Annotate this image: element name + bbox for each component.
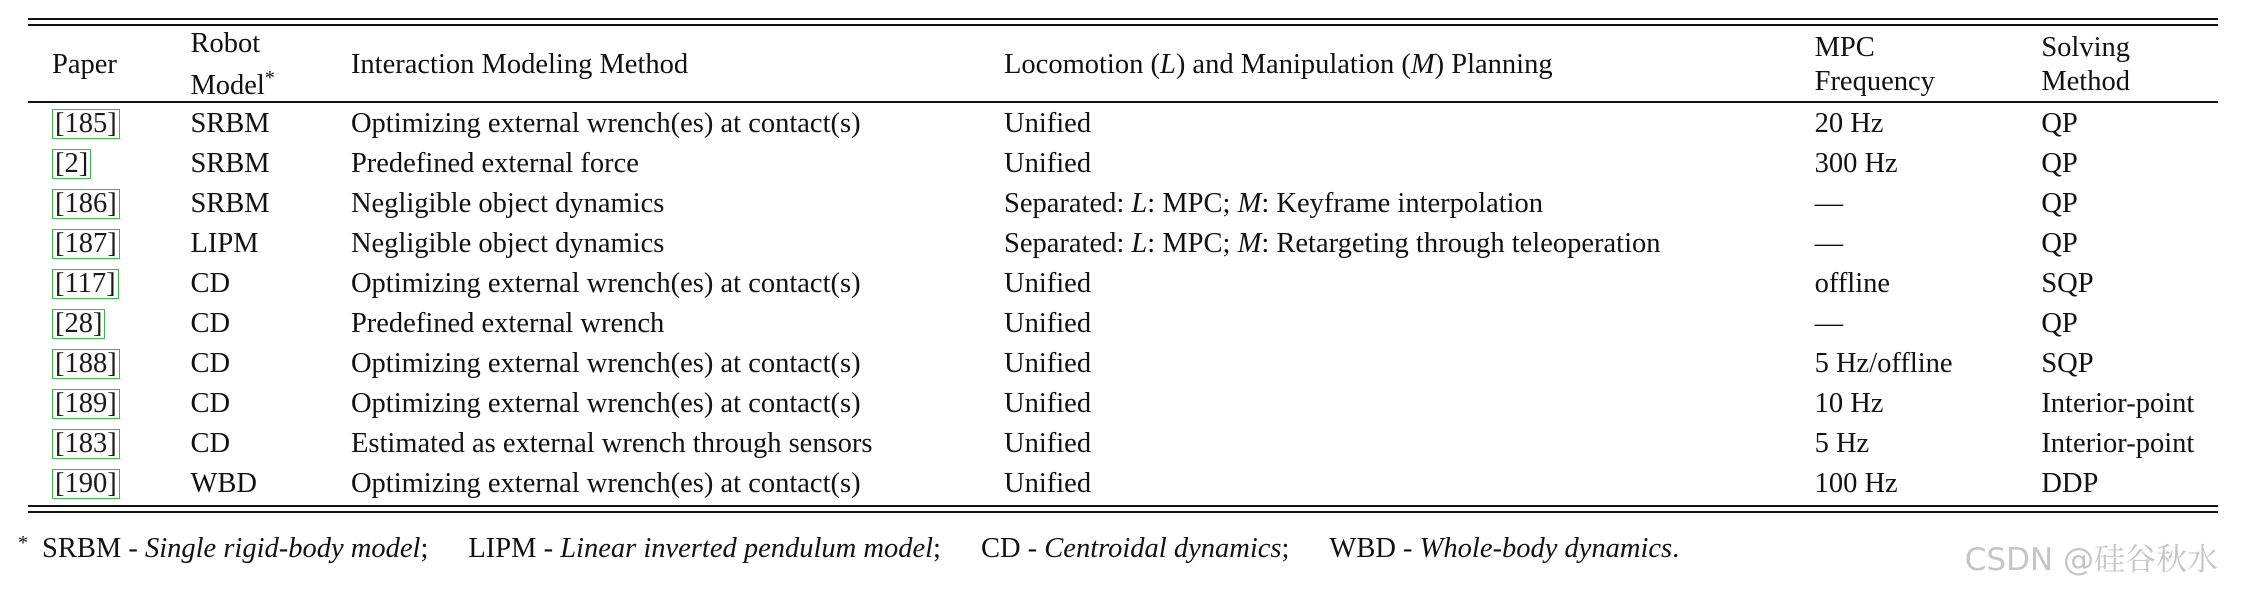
cell-interaction: Optimizing external wrench(es) at contact(s) bbox=[350, 388, 861, 419]
cell-robot-model: SRBM bbox=[190, 108, 270, 139]
cell-paper bbox=[28, 224, 166, 264]
cell-planning: Unified bbox=[1004, 308, 1092, 339]
footnote-end: ; bbox=[933, 533, 941, 564]
cell-mpc-frequency: 5 Hz bbox=[1814, 428, 1870, 459]
table-row bbox=[28, 304, 2218, 344]
planning-part: : MPC; bbox=[1147, 188, 1238, 219]
footnote-full: Whole-body dynamics bbox=[1419, 533, 1673, 564]
table-row bbox=[28, 464, 2218, 504]
cell-robot-model: SRBM bbox=[190, 188, 270, 219]
header-planning: Locomotion (L) and Manipulation (M) Planning bbox=[1004, 49, 1553, 80]
top-rule bbox=[28, 18, 2218, 20]
cell-robot-model: CD bbox=[190, 388, 231, 419]
footnote-end: . bbox=[1672, 533, 1680, 564]
cell-planning: Unified bbox=[1004, 468, 1092, 499]
header-mpc-frequency: MPC Frequency bbox=[1814, 32, 1935, 97]
footnote-full: Centroidal dynamics bbox=[1044, 533, 1282, 564]
footnote-abbr: CD bbox=[980, 533, 1021, 564]
cell-mpc-frequency: 5 Hz/offline bbox=[1814, 348, 1953, 379]
cell-mpc-frequency: — bbox=[1814, 188, 1844, 219]
header-solving-method: Solving Method bbox=[2041, 32, 2130, 97]
citation-link[interactable]: [187] bbox=[52, 229, 120, 259]
citation-link[interactable]: [117] bbox=[52, 269, 119, 299]
planning-part: Separated: bbox=[1004, 228, 1132, 259]
cell-robot-model: CD bbox=[190, 348, 231, 379]
table-body bbox=[28, 104, 2218, 504]
cell-robot-model: WBD bbox=[190, 468, 257, 499]
cell-solving-method: QP bbox=[2041, 148, 2078, 179]
cell-paper bbox=[28, 144, 166, 184]
cell-robot-model: CD bbox=[190, 428, 231, 459]
citation-link[interactable]: [186] bbox=[52, 189, 120, 219]
cell-interaction: Predefined external force bbox=[350, 148, 639, 179]
cell-planning: Unified bbox=[1004, 428, 1092, 459]
cell-planning bbox=[980, 224, 1791, 264]
planning-part: L bbox=[1131, 228, 1148, 259]
cell-paper bbox=[28, 384, 166, 424]
footnote-item bbox=[1329, 533, 1679, 564]
comparison-table bbox=[28, 26, 2218, 504]
footnote-mark: * bbox=[18, 532, 28, 554]
cell-interaction: Optimizing external wrench(es) at contact(s) bbox=[350, 268, 861, 299]
citation-link[interactable]: [190] bbox=[52, 469, 120, 499]
cell-paper bbox=[28, 304, 166, 344]
footnote bbox=[18, 532, 1679, 565]
planning-part: L bbox=[1131, 188, 1148, 219]
cell-solving-method: QP bbox=[2041, 308, 2078, 339]
cell-mpc-frequency: 100 Hz bbox=[1814, 468, 1898, 499]
cell-planning bbox=[980, 184, 1791, 224]
footnote-item bbox=[468, 533, 941, 564]
cell-paper bbox=[28, 104, 166, 144]
cell-solving-method: DDP bbox=[2041, 468, 2099, 499]
planning-part: M bbox=[1237, 188, 1262, 219]
cell-paper bbox=[28, 344, 166, 384]
cell-solving-method: QP bbox=[2041, 228, 2078, 259]
watermark: CSDN @硅谷秋水 bbox=[1964, 542, 2218, 578]
cell-interaction: Estimated as external wrench through sensors bbox=[350, 428, 873, 459]
cell-mpc-frequency: — bbox=[1814, 228, 1844, 259]
planning-part: Separated: bbox=[1004, 188, 1132, 219]
cell-paper bbox=[28, 184, 166, 224]
cell-robot-model: CD bbox=[190, 268, 231, 299]
footnote-abbr: SRBM bbox=[42, 533, 122, 564]
footnote-sep: - bbox=[1020, 533, 1045, 564]
citation-link[interactable]: [185] bbox=[52, 109, 120, 139]
footnote-sep: - bbox=[536, 533, 561, 564]
planning-part: M bbox=[1237, 228, 1262, 259]
cell-planning: Unified bbox=[1004, 268, 1092, 299]
cell-mpc-frequency: — bbox=[1814, 308, 1844, 339]
cell-solving-method: QP bbox=[2041, 188, 2078, 219]
citation-link[interactable]: [188] bbox=[52, 349, 120, 379]
cell-mpc-frequency: 300 Hz bbox=[1814, 148, 1898, 179]
footnote-item bbox=[42, 533, 428, 564]
header-row bbox=[28, 26, 2218, 104]
cell-solving-method: SQP bbox=[2041, 348, 2094, 379]
header-robot-model: Robot Model* bbox=[190, 28, 275, 101]
footnote-item bbox=[981, 533, 1289, 564]
cell-interaction: Predefined external wrench bbox=[350, 308, 665, 339]
cell-robot-model: LIPM bbox=[190, 228, 259, 259]
cell-mpc-frequency: 10 Hz bbox=[1814, 388, 1884, 419]
cell-paper bbox=[28, 264, 166, 304]
table-row bbox=[28, 224, 2218, 264]
cell-robot-model: CD bbox=[190, 308, 231, 339]
cell-mpc-frequency: offline bbox=[1814, 268, 1891, 299]
citation-link[interactable]: [183] bbox=[52, 429, 120, 459]
footnote-sep: - bbox=[121, 533, 145, 564]
table-row bbox=[28, 384, 2218, 424]
footnote-full: Linear inverted pendulum model bbox=[560, 533, 934, 564]
footnote-abbr: WBD bbox=[1329, 533, 1396, 564]
footnote-end: ; bbox=[420, 533, 429, 564]
footnote-sep: - bbox=[1395, 533, 1420, 564]
table-row bbox=[28, 184, 2218, 224]
cell-robot-model: SRBM bbox=[190, 148, 270, 179]
cell-mpc-frequency: 20 Hz bbox=[1814, 108, 1884, 139]
table-row bbox=[28, 424, 2218, 464]
planning-part: : MPC; bbox=[1147, 228, 1238, 259]
planning-part: : Retargeting through teleoperation bbox=[1261, 228, 1661, 259]
cell-solving-method: QP bbox=[2041, 108, 2078, 139]
cell-interaction: Negligible object dynamics bbox=[350, 228, 665, 259]
cell-planning: Unified bbox=[1004, 148, 1092, 179]
table-row bbox=[28, 104, 2218, 144]
cell-solving-method: Interior-point bbox=[2041, 428, 2195, 459]
cell-interaction: Optimizing external wrench(es) at contact(s) bbox=[350, 468, 861, 499]
footnote-full: Single rigid-body model bbox=[144, 533, 421, 564]
cell-paper bbox=[28, 464, 166, 504]
planning-part: : Keyframe interpolation bbox=[1261, 188, 1544, 219]
table-row bbox=[28, 144, 2218, 184]
header-interaction: Interaction Modeling Method bbox=[350, 49, 689, 80]
cell-planning: Unified bbox=[1004, 108, 1092, 139]
cell-solving-method: Interior-point bbox=[2041, 388, 2195, 419]
table-row bbox=[28, 264, 2218, 304]
cell-interaction: Negligible object dynamics bbox=[350, 188, 665, 219]
bottom-rule bbox=[28, 505, 2218, 507]
footnote-end: ; bbox=[1281, 533, 1290, 564]
footnote-abbr: LIPM bbox=[468, 533, 537, 564]
bottom-rule-double bbox=[28, 511, 2218, 513]
cell-interaction: Optimizing external wrench(es) at contact(s) bbox=[350, 108, 861, 139]
citation-link[interactable]: [2] bbox=[52, 149, 91, 179]
cell-interaction: Optimizing external wrench(es) at contact(s) bbox=[350, 348, 861, 379]
citation-link[interactable]: [28] bbox=[52, 309, 105, 339]
cell-planning: Unified bbox=[1004, 388, 1092, 419]
header-paper: Paper bbox=[52, 49, 117, 80]
cell-solving-method: SQP bbox=[2041, 268, 2094, 299]
table-row bbox=[28, 344, 2218, 384]
header-rule bbox=[28, 101, 2218, 103]
cell-paper bbox=[28, 424, 166, 464]
cell-planning: Unified bbox=[1004, 348, 1092, 379]
citation-link[interactable]: [189] bbox=[52, 389, 120, 419]
